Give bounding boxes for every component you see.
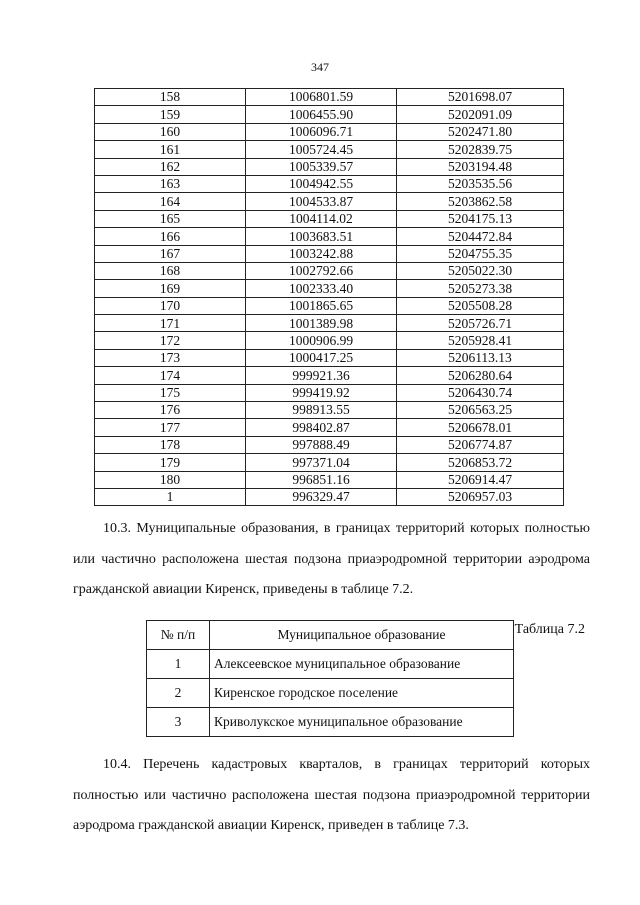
table-caption: Таблица 7.2 — [514, 622, 585, 637]
point-number: 167 — [95, 245, 246, 262]
coordinate-y: 5203862.58 — [397, 193, 564, 210]
table-row — [95, 315, 564, 332]
header-municipality: Муниципальное образование — [210, 621, 514, 650]
coordinate-x: 999419.92 — [246, 384, 397, 401]
table-row — [95, 488, 564, 505]
point-number: 180 — [95, 471, 246, 488]
paragraph-10-4-cont — [73, 781, 590, 842]
row-number: 3 — [147, 708, 210, 737]
table-row — [95, 332, 564, 349]
paragraph-line: 10.4. Перечень кадастровых кварталов, в границах территорий которых — [103, 757, 590, 772]
coordinate-x: 1003683.51 — [246, 228, 397, 245]
coordinate-x: 1003242.88 — [246, 245, 397, 262]
paragraph-line: или частично расположена шестая подзона приаэродромной территории аэродрома — [73, 551, 590, 567]
point-number: 160 — [95, 123, 246, 140]
coordinate-x: 1005339.57 — [246, 158, 397, 175]
coordinate-y: 5206113.13 — [397, 349, 564, 366]
coordinate-x: 997371.04 — [246, 454, 397, 471]
point-number: 169 — [95, 280, 246, 297]
coordinate-y: 5206853.72 — [397, 454, 564, 471]
coordinate-y: 5202839.75 — [397, 141, 564, 158]
point-number: 166 — [95, 228, 246, 245]
coordinate-y: 5205273.38 — [397, 280, 564, 297]
row-municipality: Криволукское муниципальное образование — [210, 708, 514, 737]
table-row — [95, 141, 564, 158]
coordinate-y: 5205726.71 — [397, 315, 564, 332]
coordinate-y: 5204472.84 — [397, 228, 564, 245]
municipalities-table — [146, 620, 514, 737]
row-municipality: Киренское городское поселение — [210, 679, 514, 708]
coordinate-x: 997888.49 — [246, 436, 397, 453]
coordinate-x: 1002792.66 — [246, 262, 397, 279]
coordinate-x: 998402.87 — [246, 419, 397, 436]
coordinate-x: 1006801.59 — [246, 89, 397, 106]
table-row — [95, 158, 564, 175]
row-number: 2 — [147, 679, 210, 708]
row-municipality: Алексеевское муниципальное образование — [210, 650, 514, 679]
coordinate-x: 1001389.98 — [246, 315, 397, 332]
point-number: 162 — [95, 158, 246, 175]
coordinates-table — [94, 88, 564, 506]
point-number: 176 — [95, 402, 246, 419]
point-number: 163 — [95, 175, 246, 192]
table-row — [95, 349, 564, 366]
table-row — [95, 193, 564, 210]
coordinate-y: 5206430.74 — [397, 384, 564, 401]
point-number: 165 — [95, 210, 246, 227]
point-number: 158 — [95, 89, 246, 106]
table-row — [147, 708, 514, 737]
paragraph-line: гражданской авиации Киренск, приведены в таблице 7.2. — [73, 582, 414, 597]
table-row — [147, 679, 514, 708]
point-number: 172 — [95, 332, 246, 349]
point-number: 164 — [95, 193, 246, 210]
table-row — [95, 436, 564, 453]
point-number: 1 — [95, 488, 246, 505]
coordinate-x: 998913.55 — [246, 402, 397, 419]
coordinate-y: 5204175.13 — [397, 210, 564, 227]
table-row — [95, 228, 564, 245]
point-number: 173 — [95, 349, 246, 366]
row-number: 1 — [147, 650, 210, 679]
point-number: 174 — [95, 367, 246, 384]
paragraph-line: аэродрома гражданской авиации Киренск, приведен в таблице 7.3. — [73, 818, 469, 833]
coordinate-x: 1006096.71 — [246, 123, 397, 140]
point-number: 161 — [95, 141, 246, 158]
table-row — [95, 454, 564, 471]
table-row — [95, 419, 564, 436]
table-row — [95, 210, 564, 227]
table-row — [95, 471, 564, 488]
coordinate-y: 5204755.35 — [397, 245, 564, 262]
table-row — [95, 89, 564, 106]
point-number: 170 — [95, 297, 246, 314]
header-number: № п/п — [147, 621, 210, 650]
coordinate-x: 1005724.45 — [246, 141, 397, 158]
paragraph-10-4 — [103, 750, 590, 781]
point-number: 177 — [95, 419, 246, 436]
paragraph-line: полностью или частично расположена шестая подзона приаэродромной территории — [73, 787, 590, 803]
table-row — [95, 175, 564, 192]
table-row — [95, 384, 564, 401]
coordinate-y: 5203194.48 — [397, 158, 564, 175]
table-row — [95, 297, 564, 314]
coordinate-y: 5205022.30 — [397, 262, 564, 279]
table-row — [95, 367, 564, 384]
coordinate-y: 5206280.64 — [397, 367, 564, 384]
coordinate-y: 5206774.87 — [397, 436, 564, 453]
coordinate-x: 1004114.02 — [246, 210, 397, 227]
table-row — [95, 106, 564, 123]
paragraph-10-3 — [103, 514, 590, 545]
table-row — [95, 262, 564, 279]
coordinate-x: 1002333.40 — [246, 280, 397, 297]
coordinate-y: 5206914.47 — [397, 471, 564, 488]
coordinate-y: 5205928.41 — [397, 332, 564, 349]
coordinate-x: 1000906.99 — [246, 332, 397, 349]
coordinate-y: 5203535.56 — [397, 175, 564, 192]
coordinate-y: 5202091.09 — [397, 106, 564, 123]
point-number: 171 — [95, 315, 246, 332]
coordinate-y: 5201698.07 — [397, 89, 564, 106]
table-header-row — [147, 621, 514, 650]
table-row — [147, 650, 514, 679]
coordinate-x: 996851.16 — [246, 471, 397, 488]
coordinate-x: 1000417.25 — [246, 349, 397, 366]
table-row — [95, 402, 564, 419]
coordinate-x: 1001865.65 — [246, 297, 397, 314]
table-row — [95, 245, 564, 262]
coordinate-x: 1004533.87 — [246, 193, 397, 210]
point-number: 175 — [95, 384, 246, 401]
coordinate-x: 1006455.90 — [246, 106, 397, 123]
coordinate-x: 996329.47 — [246, 488, 397, 505]
coordinate-y: 5206957.03 — [397, 488, 564, 505]
paragraph-10-3-cont — [73, 545, 590, 606]
table-row — [95, 123, 564, 140]
coordinate-x: 999921.36 — [246, 367, 397, 384]
page-number: 347 — [311, 60, 329, 74]
point-number: 179 — [95, 454, 246, 471]
coordinate-y: 5202471.80 — [397, 123, 564, 140]
coordinate-y: 5206678.01 — [397, 419, 564, 436]
point-number: 178 — [95, 436, 246, 453]
table-row — [95, 280, 564, 297]
coordinate-x: 1004942.55 — [246, 175, 397, 192]
coordinate-y: 5206563.25 — [397, 402, 564, 419]
paragraph-line: 10.3. Муниципальные образования, в границах территорий которых полностью — [103, 521, 590, 536]
coordinate-y: 5205508.28 — [397, 297, 564, 314]
point-number: 159 — [95, 106, 246, 123]
point-number: 168 — [95, 262, 246, 279]
